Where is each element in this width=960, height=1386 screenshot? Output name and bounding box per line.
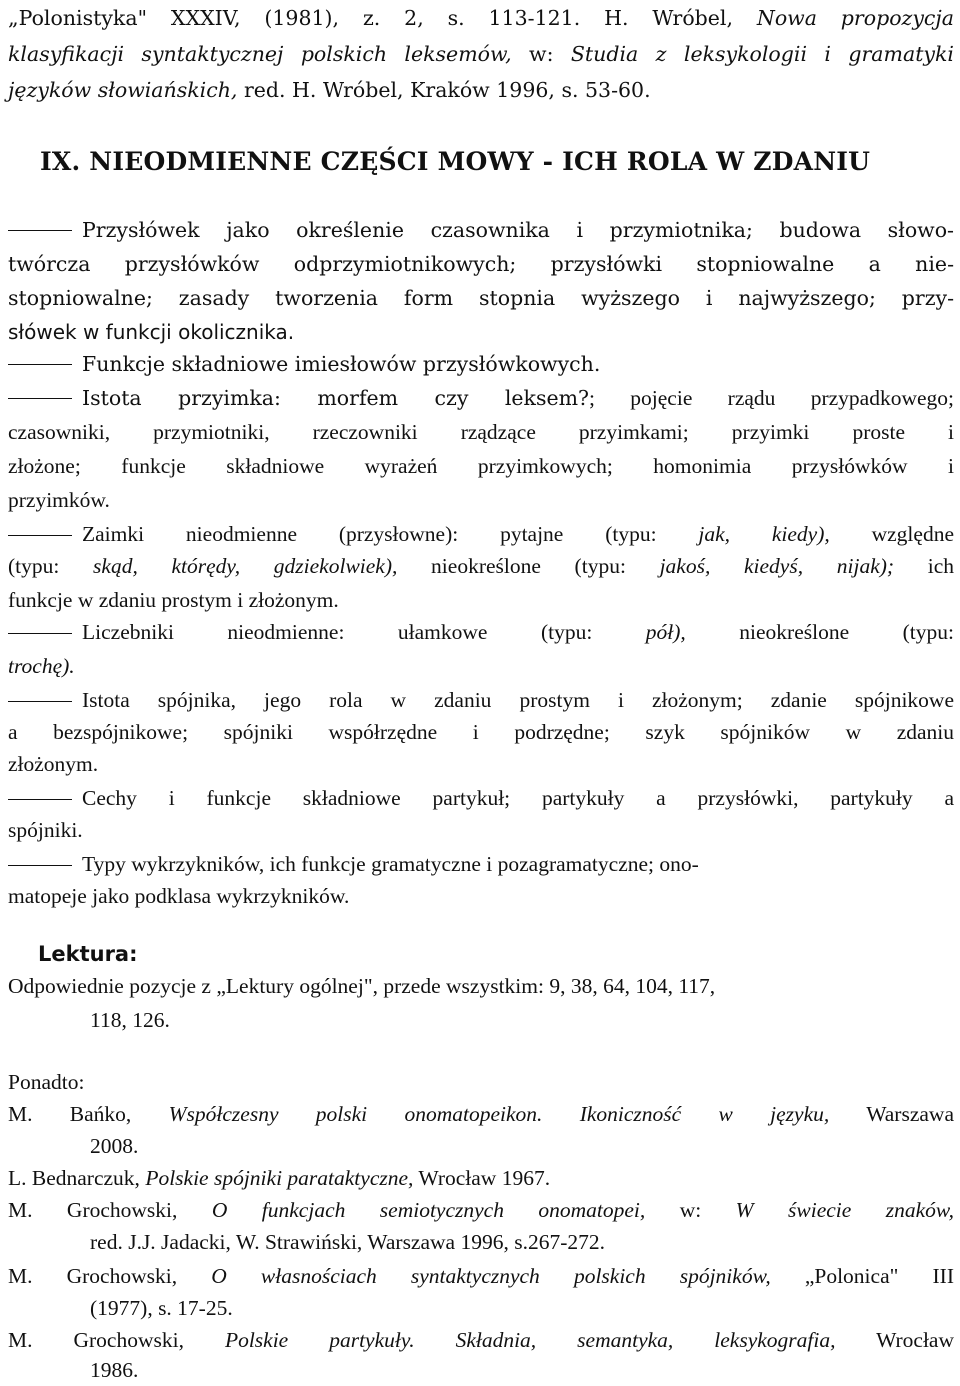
topic-example: trochę). xyxy=(8,654,75,678)
dash-icon xyxy=(8,364,72,365)
dash-icon xyxy=(8,633,72,634)
topic-text: słówek w funkcji okolicznika. xyxy=(8,320,295,344)
ponadto-heading: Ponadto: xyxy=(8,1070,85,1094)
reference-text: Wrocław xyxy=(835,1328,954,1352)
topic-text: Liczebniki nieodmienne: ułamkowe (typu: xyxy=(82,620,646,644)
lektura-line-1: Odpowiednie pozycje z „Lektury ogólnej", przede wszystkim: 9, 38, 64, 104, 117, xyxy=(8,974,716,998)
topic-7-line-2 xyxy=(8,814,83,846)
reference-author: L. Bednarczuk, xyxy=(8,1166,146,1190)
topic-text: Funkcje składniowe imiesłowów przysłówkowych. xyxy=(82,352,601,376)
topic-text: Istota spójnika, jego rola w zdaniu prostym i złożonym; zdanie spójnikowe xyxy=(82,688,954,712)
topic-text: funkcje w zdaniu prostym i złożonym. xyxy=(8,588,339,612)
reference-title: Polskie spójniki parataktyczne, xyxy=(145,1166,414,1190)
topic-1-line-3 xyxy=(8,282,954,314)
topic-example: jak, kiedy), xyxy=(698,522,830,546)
intro-title: Studia z leksykologii i gramatyki xyxy=(570,42,954,66)
topic-text: względne xyxy=(829,522,954,546)
topic-text: Typy wykrzykników, ich funkcje gramatyczne i pozagramatyczne; ono- xyxy=(82,852,699,876)
topic-3-line-1 xyxy=(8,382,954,414)
reference-3-line-1 xyxy=(8,1194,954,1226)
lektura-line-2: 118, 126. xyxy=(90,1008,170,1032)
topic-text: Cechy i funkcje składniowe partykuł; partykuły a przysłówki, partykuły a xyxy=(82,786,954,810)
topic-8-line-2 xyxy=(8,880,349,912)
topic-2-line-1 xyxy=(8,348,600,380)
topic-text: złożone; funkcje składniowe wyrażeń przyimkowych; homonimia przysłówków i xyxy=(8,454,954,478)
reference-author: M. Grochowski, xyxy=(8,1328,225,1352)
topic-1-line-1 xyxy=(8,214,954,246)
topic-text: matopeje jako podklasa wykrzykników. xyxy=(8,884,350,908)
topic-8-line-1 xyxy=(8,848,699,880)
intro-title: języków słowiańskich, xyxy=(8,78,238,102)
topic-text: przyimków. xyxy=(8,488,110,512)
dash-icon xyxy=(8,230,72,231)
topic-1-line-2 xyxy=(8,248,954,280)
section-heading: IX. NIEODMIENNE CZĘŚCI MOWY - ICH ROLA W ZDANIU xyxy=(40,147,871,176)
topic-6-line-1 xyxy=(8,684,954,716)
reference-5-line-1 xyxy=(8,1324,954,1356)
dash-icon xyxy=(8,865,72,866)
topic-text: nieokreślone (typu: xyxy=(397,554,660,578)
topic-4-line-2 xyxy=(8,550,954,582)
reference-3-line-2: red. J.J. Jadacki, W. Strawiński, Warszawa 1996, s.267-272. xyxy=(90,1230,605,1254)
topic-example: pół), xyxy=(645,620,686,644)
intro-title: klasyfikacji syntaktycznej polskich leksemów, xyxy=(8,42,512,66)
topic-3-line-3 xyxy=(8,450,954,482)
reference-5-line-2: 1986. xyxy=(90,1358,139,1382)
topic-text: Zaimki nieodmienne (przysłowne): pytajne (typu: xyxy=(82,522,699,546)
intro-line-2 xyxy=(8,38,954,70)
topic-5-line-2 xyxy=(8,650,75,682)
lektura-heading: Lektura: xyxy=(38,942,138,966)
intro-text: red. H. Wróbel, Kraków 1996, s. 53-60. xyxy=(237,78,651,102)
topic-text: (typu: xyxy=(8,554,94,578)
topic-text: złożonym. xyxy=(8,752,99,776)
topic-6-line-3 xyxy=(8,748,98,780)
reference-text: Wrocław 1967. xyxy=(413,1166,551,1190)
dash-icon xyxy=(8,701,72,702)
topic-5-line-1 xyxy=(8,616,954,648)
intro-text: w: xyxy=(511,42,571,66)
topic-4-line-1 xyxy=(8,518,954,550)
dash-icon xyxy=(8,799,72,800)
topic-4-line-3 xyxy=(8,584,339,616)
intro-line-3 xyxy=(8,74,651,106)
topic-text: a bezspójnikowe; spójniki współrzędne i podrzędne; szyk spójników w zdaniu xyxy=(8,720,954,744)
topic-6-line-2 xyxy=(8,716,954,748)
dash-icon xyxy=(8,535,72,536)
reference-title: O funkcjach semiotycznych onomatopei, xyxy=(211,1198,646,1222)
reference-text: Warszawa xyxy=(829,1102,954,1126)
topic-text: Przysłówek jako określenie czasownika i przymiotnika; budowa słowo- xyxy=(82,218,954,242)
topic-text: nieokreślone (typu: xyxy=(685,620,954,644)
topic-3-line-2 xyxy=(8,416,954,448)
reference-title: Polskie partykuły. Składnia, semantyka, leksykografia, xyxy=(224,1328,836,1352)
reference-1-line-2: 2008. xyxy=(90,1134,139,1158)
topic-text: stopniowalne; zasady tworzenia form stopnia wyższego i najwyższego; przy- xyxy=(8,286,954,310)
reference-author: M. Bańko, xyxy=(8,1102,169,1126)
reference-4-line-1 xyxy=(8,1260,954,1292)
reference-author: M. Grochowski, xyxy=(8,1264,212,1288)
reference-title: Współczesny polski onomatopeikon. Ikoniczność w języku, xyxy=(168,1102,830,1126)
topic-text: czasowniki, przymiotniki, rzeczowniki rządzące przyimkami; przyimki proste i xyxy=(8,420,954,444)
topic-text: ; pojęcie rządu przypadkowego; xyxy=(589,386,954,410)
topic-text: spójniki. xyxy=(8,818,83,842)
reference-author: M. Grochowski, xyxy=(8,1198,212,1222)
topic-7-line-1 xyxy=(8,782,954,814)
intro-text: „Polonistyka" XXXIV, (1981), z. 2, s. 113-121. H. Wróbel, xyxy=(8,6,757,30)
topic-1-line-4 xyxy=(8,316,294,348)
reference-4-line-2: (1977), s. 17-25. xyxy=(90,1296,233,1320)
reference-text: w: xyxy=(645,1198,736,1222)
topic-text: Istota przyimka: morfem czy leksem? xyxy=(82,386,590,410)
topic-text: ich xyxy=(894,554,954,578)
reference-title: W świecie znaków, xyxy=(735,1198,955,1222)
intro-line-1 xyxy=(8,2,954,34)
topic-3-line-4 xyxy=(8,484,110,516)
topic-example: skąd, którędy, gdziekolwiek), xyxy=(93,554,398,578)
dash-icon xyxy=(8,398,72,399)
topic-text: twórcza przysłówków odprzymiotnikowych; przysłówki stopniowalne a nie- xyxy=(8,252,954,276)
reference-title: O własnościach syntaktycznych polskich spójników, xyxy=(211,1264,771,1288)
reference-2-line-1 xyxy=(8,1162,550,1194)
reference-text: „Polonica" III xyxy=(770,1264,954,1288)
intro-title: Nowa propozycja xyxy=(756,6,954,30)
reference-1-line-1 xyxy=(8,1098,954,1130)
topic-example: jakoś, kiedyś, nijak); xyxy=(659,554,895,578)
